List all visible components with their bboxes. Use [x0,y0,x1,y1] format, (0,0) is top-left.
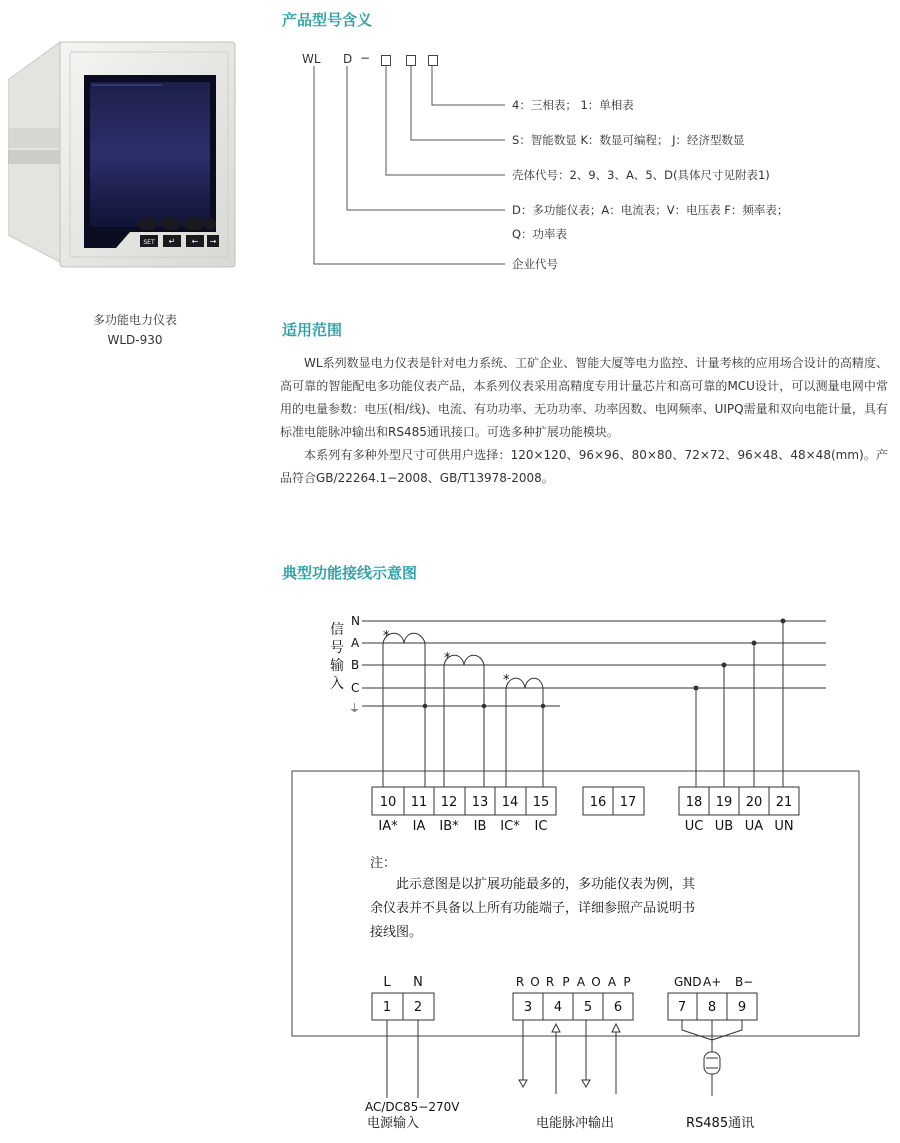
set-button-label: SET [143,239,155,246]
terminal-10: 10 [379,795,397,810]
arrow-down-icon [519,1080,527,1087]
legend-company: 企业代号 [512,257,558,271]
product-caption [40,310,230,350]
terminal-15: 15 [532,795,550,810]
pulse-label-8: P [623,975,631,989]
terminal-20-label: UA [744,819,764,834]
pulse-label-3: R [545,975,555,989]
line-n-label: N [351,614,360,628]
scope-title: 适用范围 [282,321,343,339]
note-line-3: 接线图。 [370,925,423,940]
terminal-6: 6 [613,1000,623,1015]
arrow-down-icon [582,1080,590,1087]
product-name: 多功能电力仪表 [92,313,177,327]
terminal-21: 21 [775,795,793,810]
signal-label-3: 输 [330,658,344,674]
note-line-2: 余仪表并不具备以上所有功能端子，详细参照产品说明书 [370,901,696,916]
pulse-caption: 电能脉冲输出 [536,1116,615,1131]
rs485-b-label: B− [735,975,754,989]
terminal-11-label: IA [412,819,426,834]
pulse-label-6: O [591,975,601,989]
ct-c-star: * [503,673,510,688]
model-dash: − [360,51,371,65]
scope-paragraph-1: WL系列数显电力仪表是针对电力系统、工矿企业、智能大厦等电力监控、计量考核的应用场合设计的高精度、高可靠的智能配电多功能仪表产品，本系列仪表采用高精度专用计量芯片和高可靠的MCU设计，可以测量电网中常用的电量参数：电压(相/线)、电流、有功功率、无功功率、功率因数、电网频率、UIPQ需量和双向电能计量，具有标准电能脉冲输出和RS485通讯接口。可选多种扩展功能模块。 [280,356,888,439]
terminal-4: 4 [553,1000,563,1015]
terminal-12-label: IB* [439,819,459,834]
signal-label-4: 入 [330,676,344,692]
legend-display: S：智能数显 K：数显可编程； J：经济型数显 [512,133,745,147]
arrow-left-icon: ← [191,237,199,246]
terminal-9: 9 [737,1000,747,1015]
terminal-19: 19 [715,795,733,810]
cable-shield-icon [704,1052,720,1074]
ct-b-star: * [444,651,451,666]
pulse-label-2: O [530,975,540,989]
line-a-label: A [351,636,360,650]
terminal-17: 17 [619,795,637,810]
arrow-right-icon: → [209,237,217,246]
power-l-label: L [383,975,391,990]
terminal-19-label: UB [714,819,734,834]
power-n-label: N [413,975,423,990]
pulse-label-4: P [562,975,570,989]
terminal-8: 8 [707,1000,717,1015]
wiring-title: 典型功能接线示意图 [282,564,418,582]
product-model: WLD-930 [107,333,163,347]
ct-a-star: * [383,629,390,644]
terminal-20: 20 [745,795,763,810]
terminal-14: 14 [501,795,519,810]
terminal-15-label: IC [534,819,548,834]
legend-function: D：多功能仪表；A：电流表；V：电压表 F：频率表； [512,203,789,217]
terminal-13: 13 [471,795,489,810]
legend-case: 壳体代号：2、9、3、A、5、D(具体尺寸见附表1) [512,168,770,182]
wiring-diagram [0,600,900,1143]
pulse-label-7: A [607,975,617,989]
scope-paragraph-2: 本系列有多种外型尺寸可供用户选择：120×120、96×96、80×80、72×72、96×48、48×48(mm)。产品符合GB/22264.1−2008、GB/T13978-2008。 [280,448,888,485]
terminal-16: 16 [589,795,607,810]
terminal-5: 5 [583,1000,593,1015]
rs485-a-label: A+ [703,975,722,989]
legend-phase: 4：三相表； 1：单相表 [512,98,634,112]
terminal-block-power [372,993,434,1020]
model-meaning-title: 产品型号含义 [282,11,373,29]
terminal-21-label: UN [774,819,794,834]
rs485-gnd-label: GND [674,975,702,989]
legend-function-2: Q：功率表 [512,227,568,241]
ground-icon: ⏚ [349,702,360,715]
terminal-14-label: IC* [500,819,520,834]
signal-label-1: 信 [330,622,344,638]
enter-icon: ↵ [168,237,176,246]
rs485-caption: RS485通讯 [686,1116,755,1131]
terminal-1: 1 [382,1000,392,1015]
model-type: D [343,52,353,66]
scope-text [280,352,888,490]
pulse-label-5: A [576,975,586,989]
line-b-label: B [351,658,360,672]
terminal-3: 3 [523,1000,533,1015]
signal-label-2: 号 [330,640,344,656]
line-c-label: C [351,681,360,695]
pulse-label-1: R [515,975,525,989]
terminal-block-current [372,787,556,815]
power-caption-2: 电源输入 [367,1116,420,1131]
arrow-up-icon [552,1024,560,1032]
terminal-18-label: UC [684,819,704,834]
note-line-1: 此示意图是以扩展功能最多的，多功能仪表为例，其 [396,877,696,892]
terminal-18: 18 [685,795,703,810]
terminal-2: 2 [413,1000,423,1015]
arrow-up-icon [612,1024,620,1032]
terminal-7: 7 [677,1000,687,1015]
model-leader-lines [0,0,900,290]
power-caption-1: AC/DC85−270V [365,1100,460,1114]
note-title: 注： [370,856,397,871]
terminal-11: 11 [410,795,428,810]
terminal-10-label: IA* [378,819,398,834]
model-prefix: WL [302,52,321,66]
terminal-13-label: IB [473,819,487,834]
terminal-12: 12 [440,795,458,810]
